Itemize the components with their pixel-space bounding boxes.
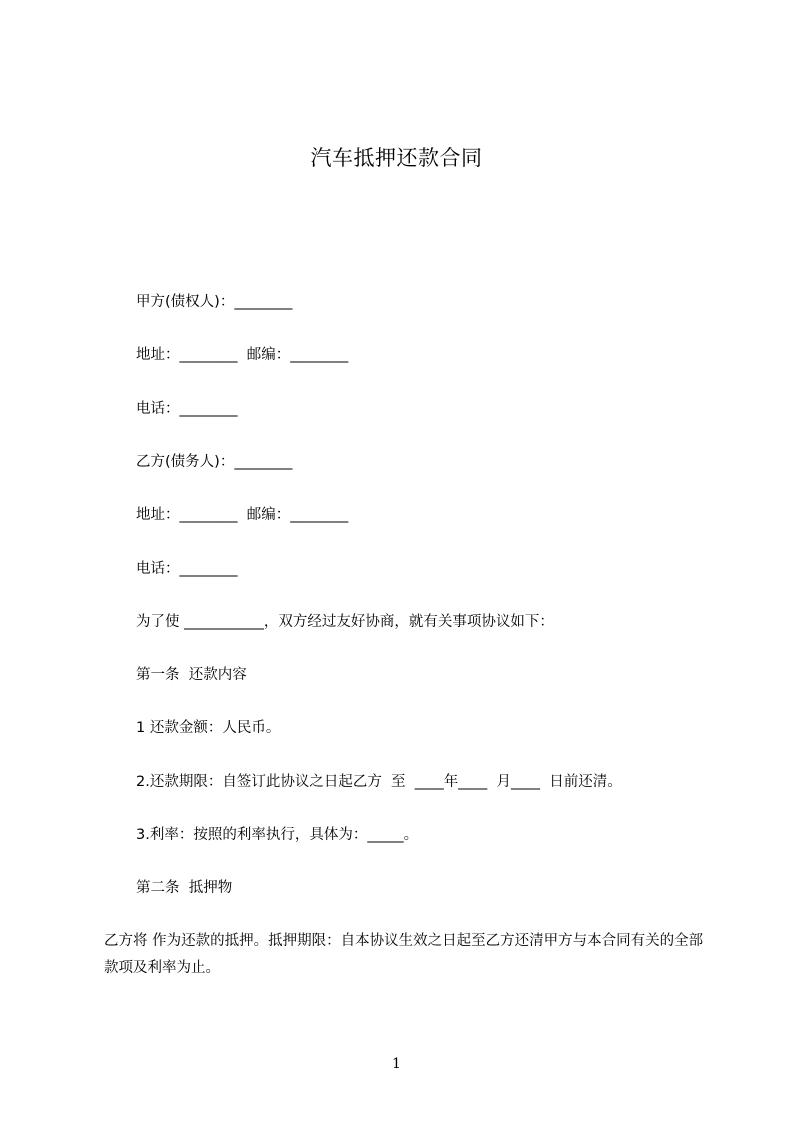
party-a-name-line: 甲方(债权人)：________	[136, 294, 293, 310]
party-b-phone-line: 电话：________	[136, 561, 238, 577]
repayment-deadline-line: 2.还款期限：自签订此协议之日起乙方 至 ____年____ 月____ 日前还清。	[136, 774, 622, 790]
preamble-line: 为了使 ___________，双方经过友好协商，就有关事项协议如下：	[136, 614, 554, 630]
document-title: 汽车抵押还款合同	[310, 146, 483, 170]
party-a-address-line: 地址：________ 邮编：________	[136, 347, 349, 363]
party-a-phone-line: 电话：________	[136, 401, 238, 417]
repayment-amount-line: 1 还款金额：人民币。	[136, 720, 281, 736]
collateral-paragraph: 乙方将 作为还款的抵押。抵押期限：自本协议生效之日起至乙方还清甲方与本合同有关的全部款项及利率为止。	[104, 933, 704, 976]
party-b-address-line: 地址：________ 邮编：________	[136, 507, 349, 523]
interest-rate-line: 3.利率：按照的利率执行，具体为：_____。	[136, 827, 419, 843]
party-b-name-line: 乙方(债务人)：________	[136, 454, 293, 470]
article-1-heading: 第一条 还款内容	[136, 667, 247, 683]
page-number: 1	[392, 1056, 401, 1072]
article-2-heading: 第二条 抵押物	[136, 880, 233, 896]
